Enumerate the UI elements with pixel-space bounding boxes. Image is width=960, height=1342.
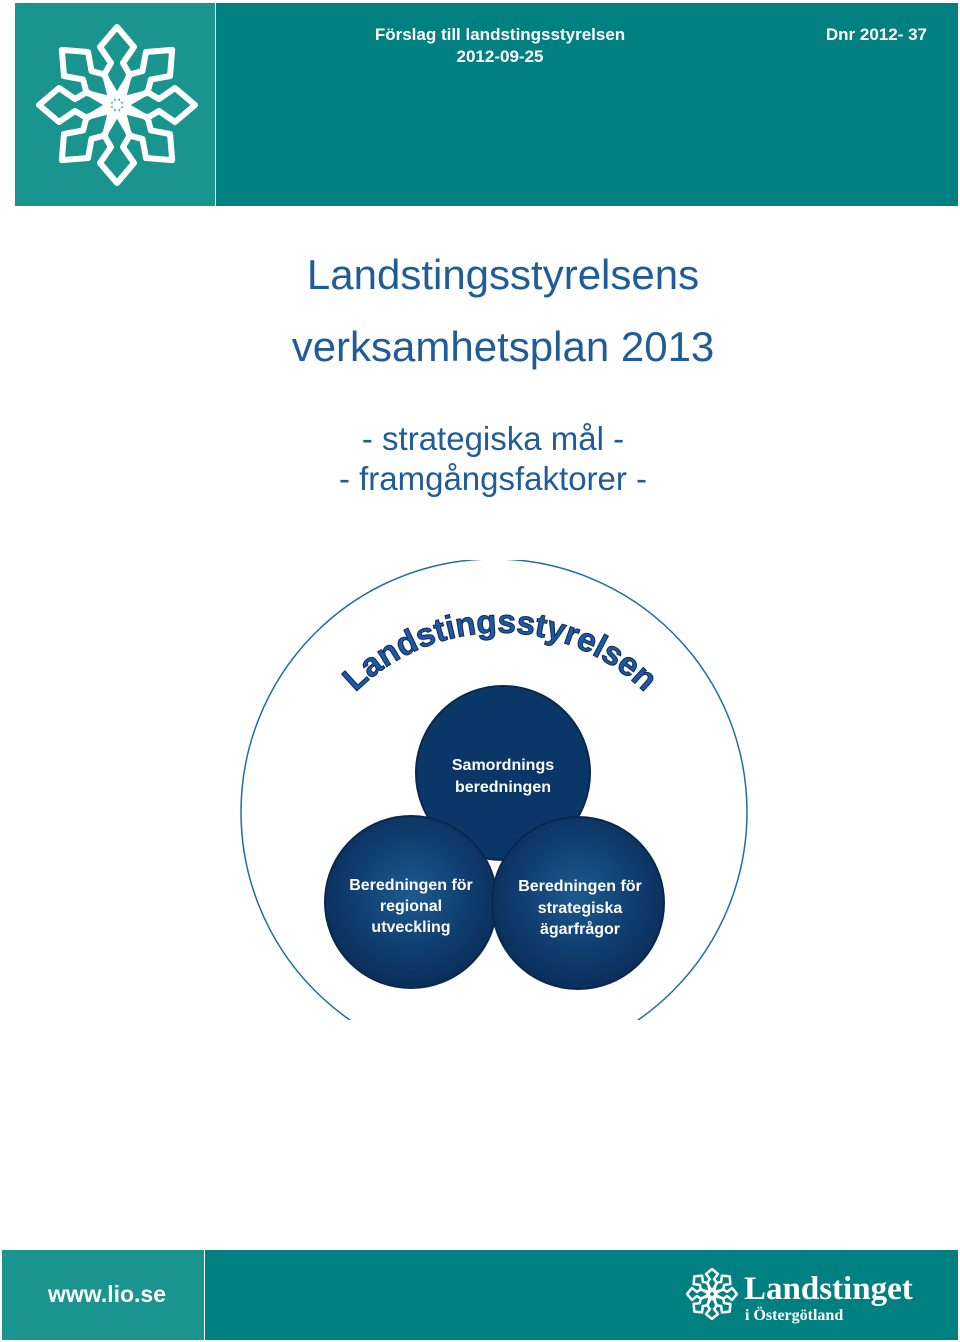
top-circle-line2: beredningen <box>454 779 552 796</box>
subtitle-line1: - strategiska mål - <box>361 420 625 457</box>
proposal-date: 2012-09-25 <box>456 47 544 66</box>
proposal-label: Förslag till landstingsstyrelsen <box>374 25 626 44</box>
right-circle-line1: Beredningen för <box>518 878 642 895</box>
document-number: Dnr 2012- 37 <box>825 25 927 44</box>
organization-diagram <box>0 560 960 1020</box>
arc-title: Landstingsstyrelsen <box>335 602 665 698</box>
left-circle-line2: regional <box>379 898 443 915</box>
proposal-heading <box>300 24 700 68</box>
website-link[interactable]: www.lio.se <box>48 1281 167 1307</box>
subtitle-line2: - framgångsfaktorer - <box>338 460 648 497</box>
right-circle-line3: ägarfrågor <box>539 921 621 938</box>
brand-region: i Östergötland <box>745 1307 844 1324</box>
right-circle-line2: strategiska <box>537 900 623 917</box>
page-title-line2: verksamhetsplan 2013 <box>291 323 715 370</box>
left-circle-line3: utveckling <box>371 919 451 936</box>
snowflake-logo-icon <box>15 3 215 206</box>
top-circle-line1: Samordnings <box>451 757 555 774</box>
left-circle-line1: Beredningen för <box>349 877 473 894</box>
landstinget-logo-icon <box>686 1268 738 1320</box>
page-title-line1: Landstingsstyrelsens <box>306 251 700 298</box>
header-logo-panel <box>15 3 215 206</box>
brand-name: Landstinget <box>744 1271 913 1307</box>
